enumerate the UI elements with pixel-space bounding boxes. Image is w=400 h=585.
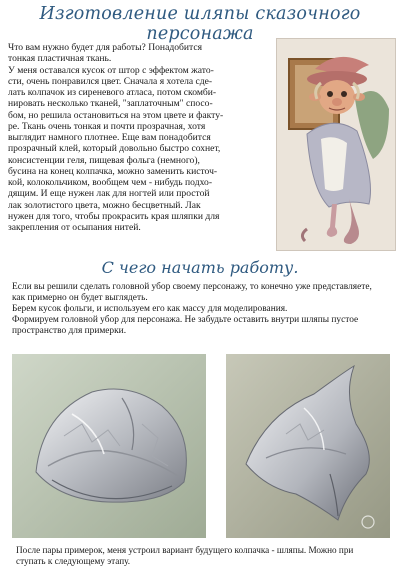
- foil-hat-photo-2: [226, 354, 390, 538]
- intro-line: выглядит намного плотнее. Еще вам понадобится: [8, 132, 211, 143]
- intro-line: дящим. И еще нужен лак для ногтей или простой: [8, 188, 210, 200]
- intro-line: сти, очень понравился цвет. Сначала я хотела сде-: [8, 75, 213, 87]
- caption-line: После пары примерок, меня устроил вариант будущего колпачка - шляпы. Можно при: [16, 545, 354, 555]
- section-subtitle: С чего начать работу.: [101, 258, 299, 277]
- intro-line: консистенции геля, пищевая фольга (немного),: [8, 154, 200, 166]
- photo-caption: [16, 545, 388, 568]
- intro-line: бусина на конец колпачка, можно заменить кисточ-: [8, 165, 218, 177]
- intro-paragraph: [8, 42, 270, 233]
- caption-line: ступать к следующему этапу.: [16, 556, 131, 567]
- intro-line: закрепления от осыпания нитей.: [8, 222, 141, 233]
- intro-line: прозрачный клей, который довольно быстро сохнет,: [8, 143, 221, 155]
- doll-photo: [276, 38, 396, 251]
- intro-line: кой, колокольчиком, вообщем чем - нибудь подхо-: [8, 177, 213, 188]
- intro-line: У меня оставался кусок от штор с эффектом жато-: [8, 64, 214, 76]
- body-line: Формируем головной убор для персонажа. Не забудьте оставить внутри шляпы пустое: [12, 314, 359, 325]
- intro-line: Что вам нужно будет для работы? Понадобится: [8, 42, 203, 53]
- foil-hat-photo-1: [12, 354, 206, 538]
- body-line: Если вы решили сделать головной убор своему персонажу, то конечно уже представляете,: [12, 282, 372, 292]
- intro-line: лак золотистого цвета, можно бесцветный. Лак: [8, 199, 201, 211]
- page-title: Изготовление шляпы сказочного персонажа: [39, 4, 361, 44]
- body-line: Берем кусок фольги, и используем его как массу для моделирования.: [12, 303, 288, 314]
- intro-line: лать колпачок из сиреневого атласа, потом скомби-: [8, 87, 217, 98]
- intro-line: ре. Ткань очень тонкая и почти прозрачная, хотя: [8, 120, 206, 132]
- intro-line: нировать несколько тканей, "заплаточным" спосо-: [8, 98, 213, 110]
- intro-line: нужен для того, чтобы прокрасить края шляпки для: [8, 210, 220, 222]
- body-line: пространство для примерки.: [12, 325, 127, 336]
- intro-line: тонкая пластичная ткань.: [8, 53, 112, 65]
- body-paragraph: [12, 282, 396, 337]
- intro-line: бом, но решила остановиться на этом цвете и факту-: [8, 109, 224, 121]
- body-line: как примерно он будет выглядеть.: [12, 292, 148, 303]
